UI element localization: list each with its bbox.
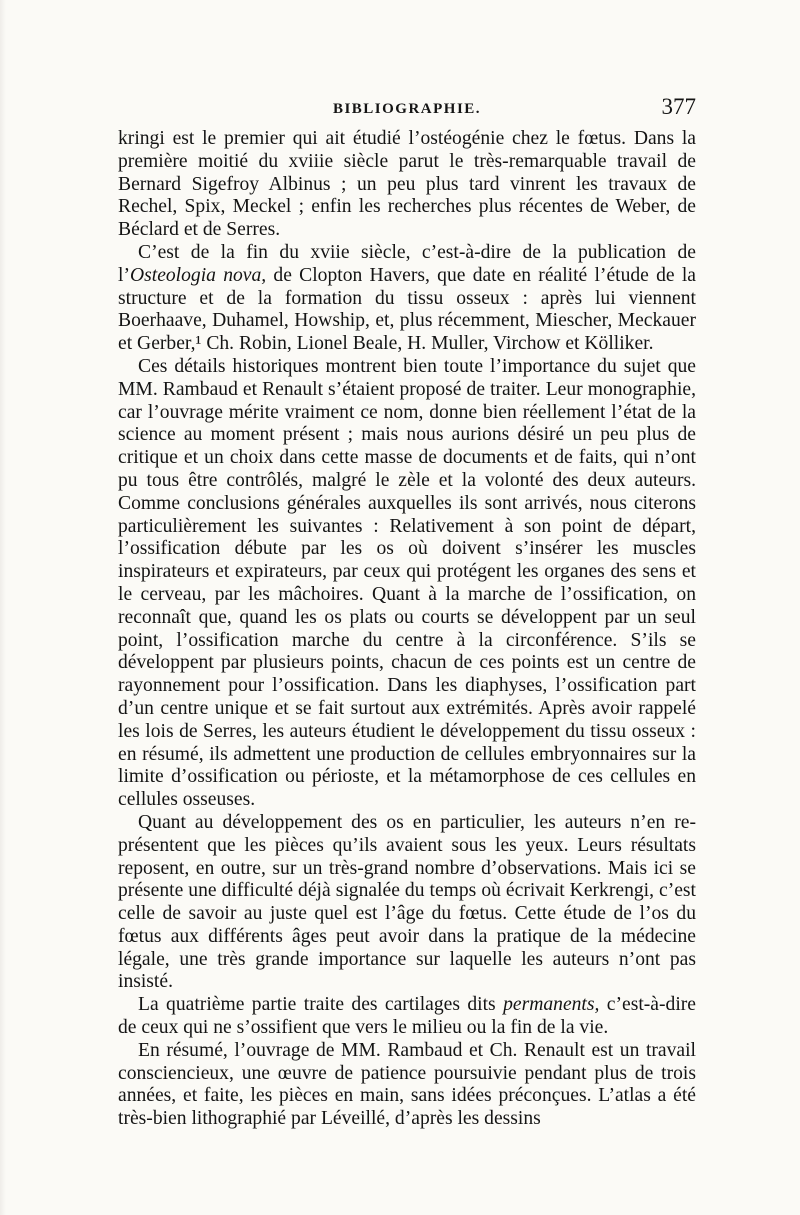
paragraph-5-lead: La quatrième partie traite des cartilages dits [138,994,504,1016]
page-header [118,93,696,123]
paragraph-1: kringi est le premier qui ait étudié l’ostéogénie chez le fœtus. Dans la première moitié du xviiie siècle parut le très-remarquable travail de Bernard Sigefroy Albinus ; un peu plus tard vinrent les travaux de Rechel, Spix, Meckel ; enfin les recherches plus récentes de Weber, de Béclard et de Serres. [118,128,696,241]
work-title-osteologia-nova: Osteologia nova, [129,264,267,286]
page-number: 377 [661,94,696,119]
paragraph-2-rest: de Clopton Havers, que date en réalité l’étude de la structure et de la formation du tissu osseux : après lui viennent Boerhaave, Duhamel, Howship, et, plus récemment, Miescher, Meckauer et Gerber,¹ Ch. Robin, Lionel Beale, H. Muller, Virchow et Kölliker. [118,264,696,355]
paragraph-5-rest: c’est-à-dire de ceux qui ne s’ossifient que vers le milieu ou la fin de la vie. [118,994,696,1039]
paragraph-6: En résumé, l’ouvrage de MM. Rambaud et Ch. Renault est un travail consciencieux, une œuvre de patience poursuivie pendant plus de trois années, et faite, les pièces en main, sans idées préconçues. L’atlas a été très-bien lithographié par Léveillé, d’après les dessins [118,1039,696,1130]
body-text [118,128,696,1131]
paragraph-2-lead: C’est de la fin du xviie siècle, c’est-à-dire de la publication de l’ [118,241,696,286]
paragraph-2 [118,242,696,356]
paragraph-3: Ces détails historiques montrent bien toute l’importance du sujet que MM. Rambaud et Renault s’étaient proposé de traiter. Leur monographie, car l’ouvrage mérite vraiment ce nom, donne bien réellement l’état de la science au moment présent ; mais nous aurions désiré un peu plus de critique et un choix dans cette masse de documents et de faits, qui n’ont pu tous être contrôlés, malgré le zèle et la volonté des deux auteurs. Comme conclusions générales auxquelles ils sont arrivés, nous citerons particulièrement les suivantes : Relativement à son point de départ, l’ossification débute par les os où doivent s’insérer les muscles inspirateurs et expirateurs, par ceux qui protégent les organes des sens et le cerveau, par les mâchoires. Quant à la marche de l’ossification, on reconnaît que, quand les os plats ou courts se développent par un seul point, l’ossification marche du centre à la circonférence. S’ils se développent par plusieurs points, chacun de ces points est un centre de rayonnement pour l’ossification. Dans les diaphyses, l’ossification part d’un centre unique et se fait surtout aux extrémités. Après avoir rappelé les lois de Serres, les auteurs étudient le développement du tissu osseux : en résumé, ils admettent une production de cellules embryonnaires sur la limite d’ossification ou périoste, et la métamorphose de ces cellules en cellules osseuses. [118,355,696,811]
paragraph-4: Quant au développement des os en particulier, les auteurs n’en représentent que les pièces qu’ils avaient sous les yeux. Leurs résultats reposent, en outre, sur un très-grand nombre d’observations. Mais ici se présente une difficulté déjà signalée du temps où écrivait Kerkrengi, c’est celle de savoir au juste quel est l’âge du fœtus. Cette étude de l’os du fœtus aux différents âges peut avoir dans la pratique de la médecine légale, une très grande importance sur laquelle les auteurs n’ont pas insisté. [118,811,696,993]
paragraph-5 [118,994,696,1040]
term-permanents: permanents, [503,994,600,1016]
page-edge-shadow [0,0,6,1215]
running-title: BIBLIOGRAPHIE. [332,101,482,117]
